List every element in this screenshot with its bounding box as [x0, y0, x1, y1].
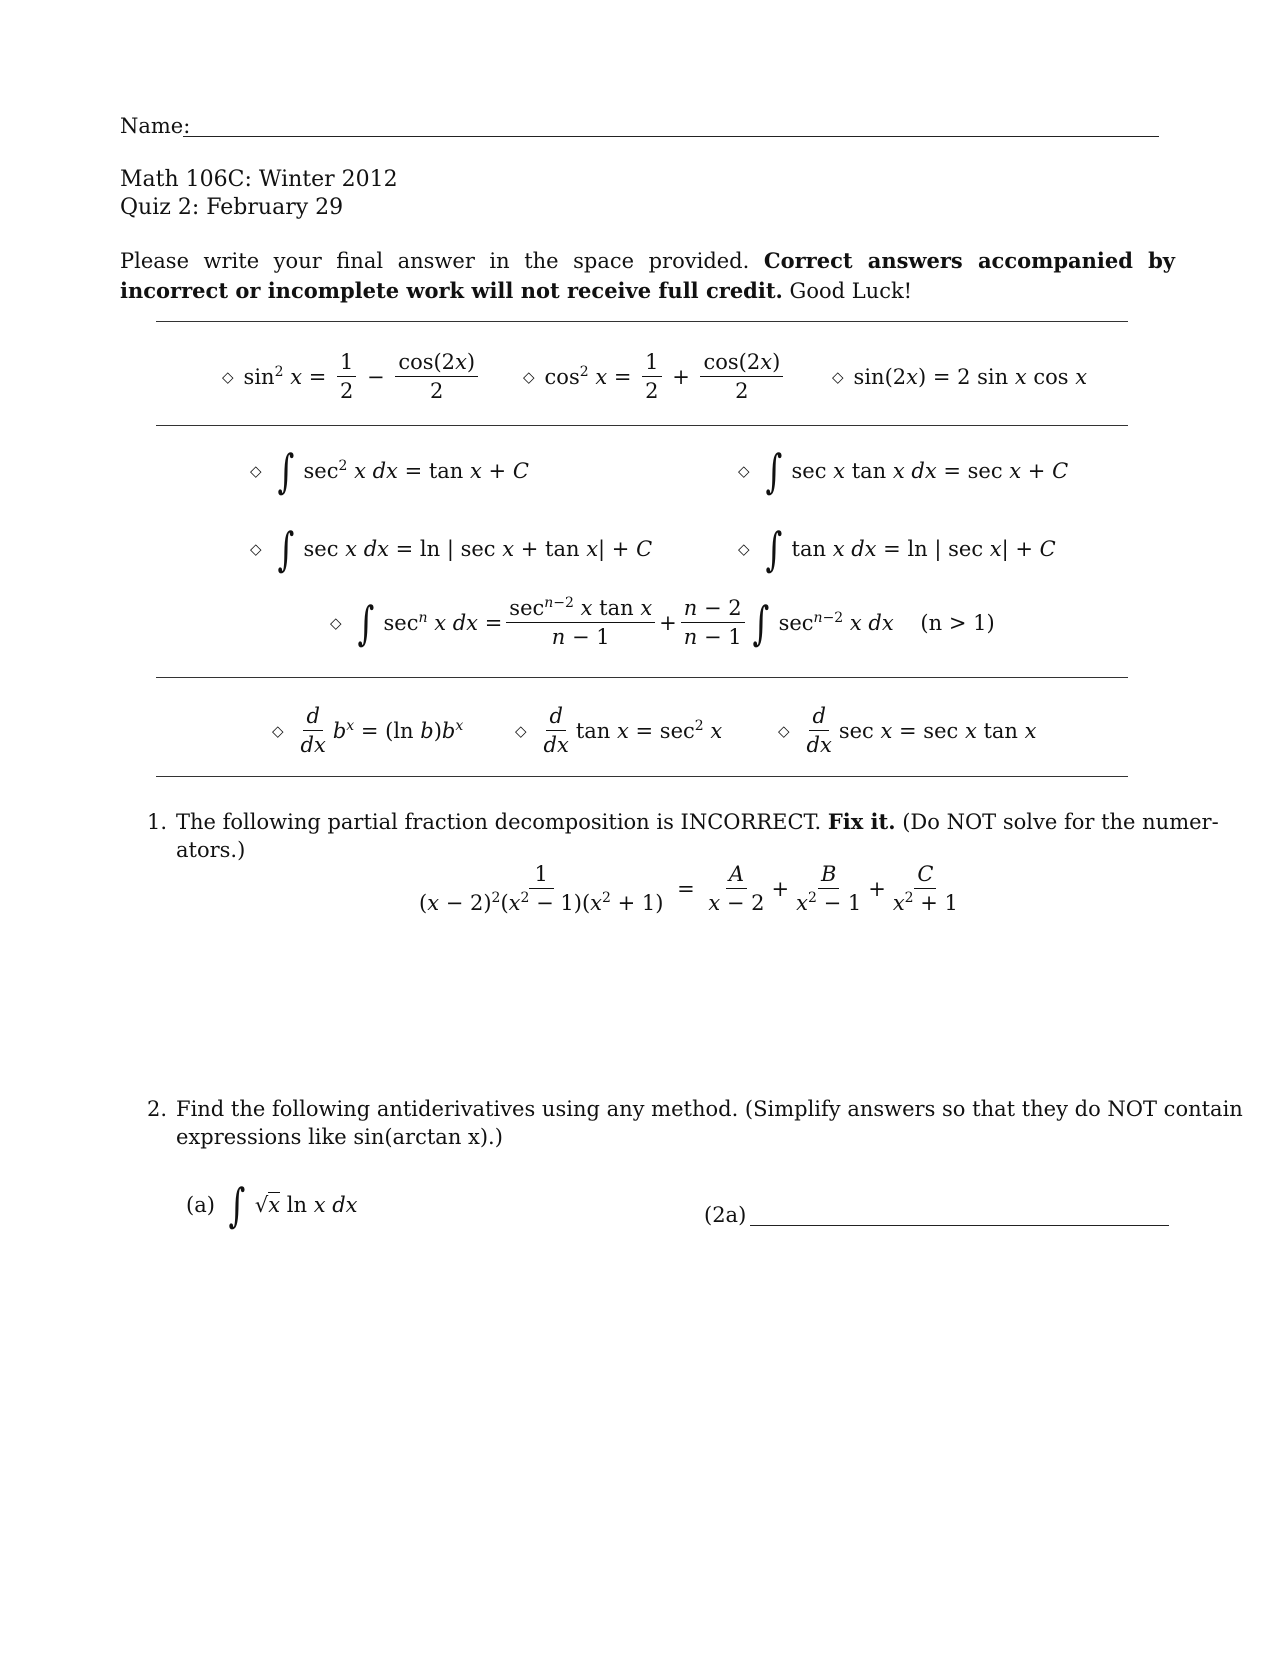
problem-2a-answer-label: (2a): [704, 1203, 747, 1227]
diamond-icon: ◇: [738, 462, 750, 480]
problem-2a: (a) ∫ √x ln x dx: [186, 1178, 358, 1232]
formula-int-sec-tan: ◇ ∫ sec x tan x dx = sec x + C: [738, 444, 1069, 498]
problem-1-text-b: (Do NOT solve for the numer-: [902, 810, 1219, 834]
diamond-icon: ◇: [523, 367, 535, 386]
problem-1-number: 1.: [147, 810, 168, 834]
formula-divider: [156, 677, 1128, 678]
formula-sin-squared: ◇ $\sin^2 x$ = $\frac{1}{2}$ − $\frac{\cos(2x)}{2}$: [222, 350, 482, 403]
formula-sec-reduction: ◇ ∫ $\sec^n x$ dx = $\frac{\sec^{n-2} x \tan x}{n - 1}$ + $\frac{n - 2}{n - 1}$ ∫ $\sec^{n-2} x$ dx (n > 1): [330, 595, 995, 650]
formula-int-sec: ◇ ∫ sec x dx = ln | sec x + tan x| + C: [250, 522, 653, 576]
formula-int-tan: ◇ ∫ tan x dx = ln | sec x| + C: [738, 522, 1056, 576]
course-title: Math 106C: Winter 2012: [120, 167, 398, 192]
formula-deriv-tan: ◇ $\frac{d}{dx}$ $\tan x = \sec^2 x$: [515, 704, 723, 757]
formula-deriv-exp: ◇ $\frac{d}{dx}$ $b^x = (\ln$ $b)b^x$: [272, 704, 464, 757]
problem-2-number: 2.: [147, 1097, 168, 1121]
partial-fraction-equation: $\frac{1}{(x - 2)^2(x^2 - 1)(x^2 + 1)}$ = $\frac{A}{x - 2}$ + $\frac{B}{x^2 - 1}$ + $\frac{C}{x^2 + 1}$: [419, 862, 958, 915]
instructions-text-1: Please write your final answer in the space provided.: [120, 249, 750, 273]
diamond-icon: ◇: [778, 721, 790, 740]
problem-1-text: [176, 808, 1219, 836]
problem-1-text-a: The following partial fraction decomposition is INCORRECT.: [176, 810, 822, 834]
problem-2-text-b: expressions like sin(arctan x).): [176, 1125, 503, 1149]
instructions-bold: Correct answers accompanied by incorrect or incomplete work will not receive full credit.: [120, 248, 1175, 303]
formula-divider: [156, 425, 1128, 426]
diamond-icon: ◇: [250, 540, 262, 558]
problem-1-text-c: ators.): [176, 838, 246, 862]
name-answer-line: [183, 136, 1159, 137]
diamond-icon: ◇: [832, 368, 844, 386]
formula-cos-squared: ◇ $\cos^2 x$ = $\frac{1}{2}$ + $\frac{\cos(2x)}{2}$: [523, 350, 787, 403]
instructions: [120, 246, 1175, 306]
reduction-condition: (n > 1): [920, 610, 995, 635]
name-label: Name:: [120, 114, 191, 138]
problem-2a-label: (a): [186, 1193, 215, 1217]
formula-int-sec-squared: ◇ ∫ $\sec^2 x$ dx = tan x + C: [250, 444, 529, 498]
formula-divider: [156, 776, 1128, 777]
formula-sin-double: ◇ sin(2x) = 2 sin x cos x: [832, 365, 1088, 389]
problem-2-text-a: Find the following antiderivatives using any method. (Simplify answers so that they do NOT contain: [176, 1097, 1243, 1121]
diamond-icon: ◇: [272, 721, 284, 740]
diamond-icon: ◇: [738, 540, 750, 558]
quiz-title: Quiz 2: February 29: [120, 195, 344, 220]
diamond-icon: ◇: [515, 721, 527, 740]
formula-deriv-sec: ◇ $\frac{d}{dx}$ sec x = sec x tan x: [778, 704, 1037, 757]
diamond-icon: ◇: [330, 613, 342, 632]
problem-1-fix-it: Fix it.: [827, 809, 896, 834]
diamond-icon: ◇: [222, 367, 234, 386]
formula-divider: [156, 321, 1128, 322]
diamond-icon: ◇: [250, 462, 262, 480]
instructions-text-2: Good Luck!: [789, 279, 913, 303]
problem-2a-answer-line: [750, 1225, 1169, 1226]
